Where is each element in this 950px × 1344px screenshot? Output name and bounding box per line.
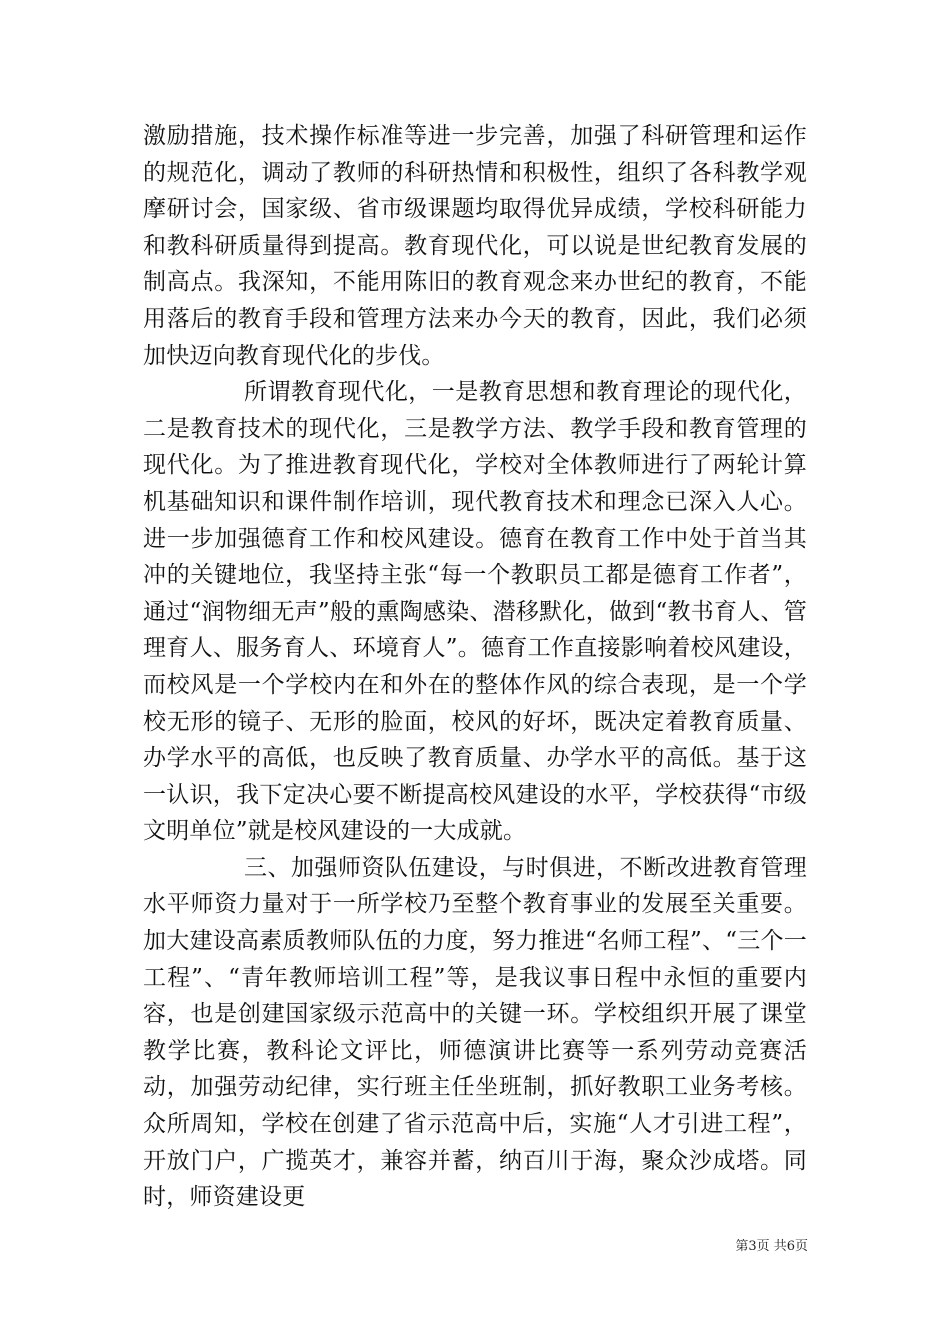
- paragraph-2: 所谓教育现代化，一是教育思想和教育理论的现代化，二是教育技术的现代化，三是教学方法、教学手段和教育管理的现代化。为了推进教育现代化，学校对全体教师进行了两轮计算机基础知识和课件制作培训，现代教育技术和理念已深入人心。进一步加强德育工作和校风建设。德育在教育工作中处于首当其冲的关键地位，我坚持主张“每一个教职员工都是德育工作者”，通过“润物细无声”般的熏陶感染、潜移默化，做到“教书育人、管理育人、服务育人、环境育人”。德育工作直接影响着校风建设，而校风是一个学校内在和外在的整体作风的综合表现，是一个学校无形的镜子、无形的脸面，校风的好坏，既决定着教育质量、办学水平的高低，也反映了教育质量、办学水平的高低。基于这一认识，我下定决心要不断提高校风建设的水平，学校获得“市级文明单位”就是校风建设的一大成就。: [143, 379, 807, 845]
- page-number-footer: 第3页 共6页: [735, 1239, 808, 1254]
- paragraph-1: 激励措施，技术操作标准等进一步完善，加强了科研管理和运作的规范化，调动了教师的科研热情和积极性，组织了各科教学观摩研讨会，国家级、省市级课题均取得优异成绩，学校科研能力和教科研质量得到提高。教育现代化，可以说是世纪教育发展的制高点。我深知，不能用陈旧的教育观念来办世纪的教育，不能用落后的教育手段和管理方法来办今天的教育，因此，我们必须加快迈向教育现代化的步伐。: [143, 123, 807, 369]
- document-body: [143, 118, 807, 1216]
- paragraph-3: 三、加强师资队伍建设，与时俱进，不断改进教育管理水平师资力量对于一所学校乃至整个教育事业的发展至关重要。加大建设高素质教师队伍的力度，努力推进“名师工程”、“三个一工程”、“青年教师培训工程”等，是我议事日程中永恒的重要内容，也是创建国家级示范高中的关键一环。学校组织开展了课堂教学比赛，教科论文评比，师德演讲比赛等一系列劳动竞赛活动，加强劳动纪律，实行班主任坐班制，抓好教职工业务考核。众所周知，学校在创建了省示范高中后，实施“人才引进工程”，开放门户，广揽英才，兼容并蓄，纳百川于海，聚众沙成塔。同时，师资建设更: [143, 854, 807, 1211]
